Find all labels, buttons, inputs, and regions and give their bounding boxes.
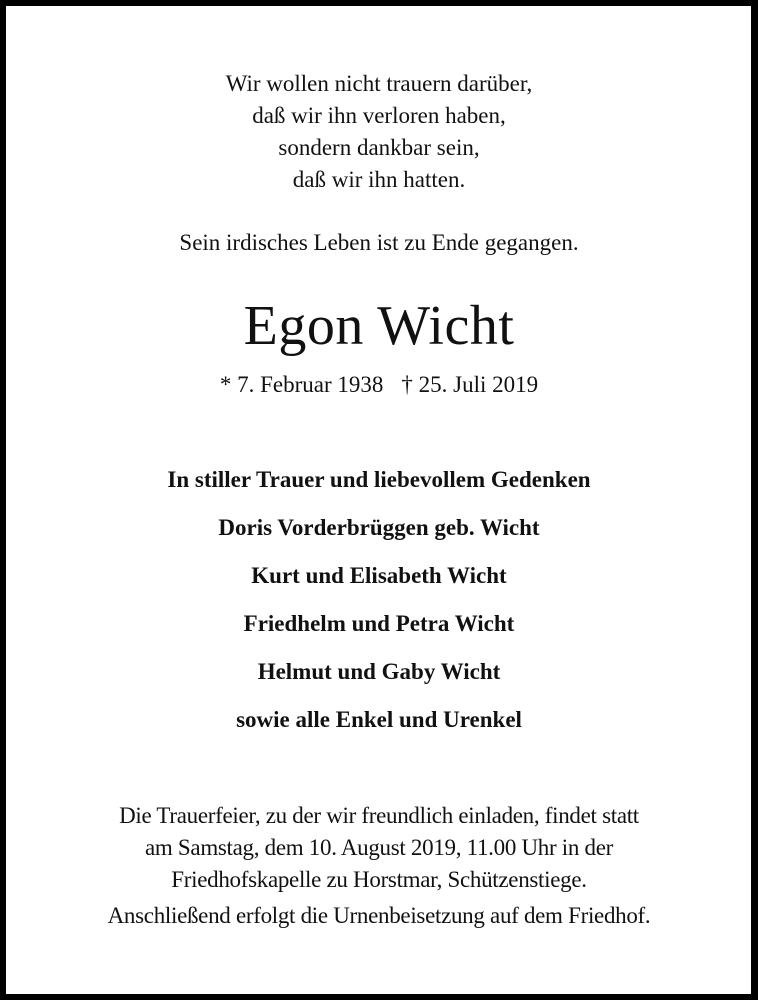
- service-line: Friedhofskapelle zu Horstmar, Schützenstiege.: [171, 867, 587, 892]
- service-line: am Samstag, dem 10. August 2019, 11.00 Uhr in der: [144, 835, 614, 860]
- burial-note: Anschließend erfolgt die Urnenbeisetzung auf dem Friedhof.: [107, 903, 651, 928]
- mourner-line: Friedhelm und Petra Wicht: [243, 611, 515, 636]
- mourner-line: sowie alle Enkel und Urenkel: [236, 707, 522, 732]
- poem-line: daß wir ihn verloren haben,: [252, 103, 506, 128]
- mourner-line: Doris Vorderbrüggen geb. Wicht: [218, 515, 540, 540]
- intro-text: Sein irdisches Leben ist zu Ende gegangen.: [179, 230, 579, 255]
- poem-line: daß wir ihn hatten.: [292, 167, 466, 192]
- poem-line: Wir wollen nicht trauern darüber,: [225, 71, 533, 96]
- death-date: † 25. Juli 2019: [401, 372, 539, 397]
- mourner-line: Kurt und Elisabeth Wicht: [251, 563, 507, 588]
- life-dates: [0, 372, 758, 398]
- mourners-heading: In stiller Trauer und liebevollem Gedenken: [167, 467, 591, 492]
- mourner-line: Helmut und Gaby Wicht: [257, 659, 501, 684]
- service-line: Die Trauerfeier, zu der wir freundlich einladen, findet statt: [119, 803, 639, 828]
- obituary-notice: [6, 6, 751, 994]
- birth-date: * 7. Februar 1938: [219, 372, 384, 397]
- deceased-name: Egon Wicht: [243, 295, 515, 357]
- poem-line: sondern dankbar sein,: [278, 135, 480, 160]
